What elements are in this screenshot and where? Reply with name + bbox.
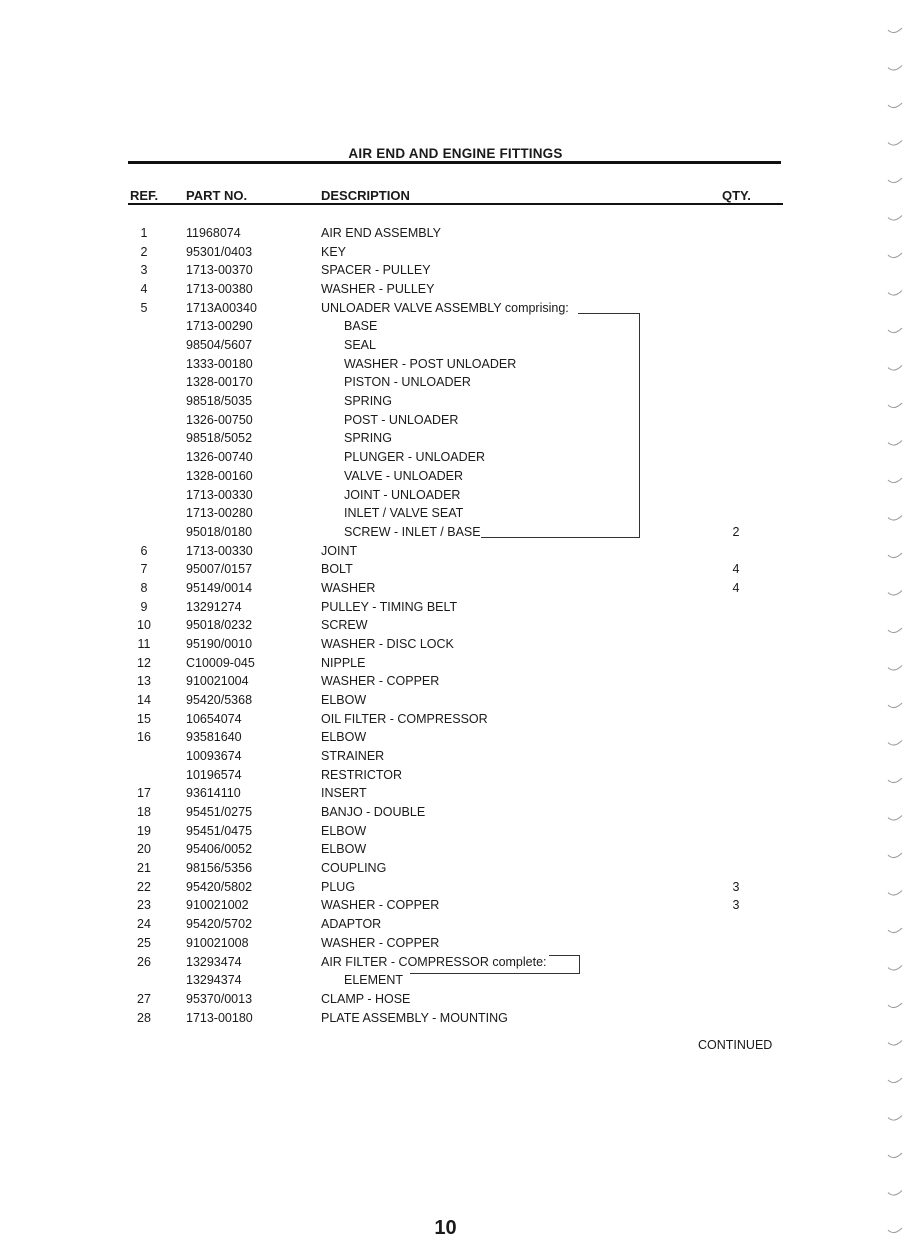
binding-hole-mark bbox=[888, 66, 902, 71]
binding-hole-mark bbox=[888, 778, 902, 783]
description-cell: BASE bbox=[344, 319, 378, 334]
binding-hole-mark bbox=[888, 291, 902, 296]
binding-hole-mark bbox=[888, 1078, 902, 1083]
part-number-cell: 95420/5702 bbox=[186, 917, 253, 932]
binding-hole-mark bbox=[888, 741, 902, 746]
table-row bbox=[0, 803, 909, 821]
part-number-cell: 1328-00160 bbox=[186, 468, 253, 483]
table-row bbox=[0, 747, 909, 765]
ref-cell: 11 bbox=[137, 636, 151, 651]
filter-bracket-side bbox=[579, 955, 580, 973]
binding-hole-mark bbox=[888, 28, 902, 33]
table-row bbox=[0, 467, 909, 485]
part-number-cell: 1713-00330 bbox=[186, 543, 253, 558]
binding-hole-mark bbox=[888, 141, 902, 146]
part-number-cell: 98156/5356 bbox=[186, 861, 253, 876]
table-row bbox=[0, 598, 909, 616]
assembly-bracket-side bbox=[639, 313, 640, 538]
description-cell: SEAL bbox=[344, 338, 376, 353]
table-row bbox=[0, 691, 909, 709]
part-number-cell: 11968074 bbox=[186, 226, 241, 240]
binding-hole-mark bbox=[888, 253, 902, 258]
description-cell: AIR FILTER - COMPRESSOR complete: bbox=[321, 954, 547, 969]
table-row bbox=[0, 784, 909, 802]
ref-cell: 19 bbox=[137, 823, 151, 838]
table-row bbox=[0, 373, 909, 391]
qty-cell: 2 bbox=[732, 524, 740, 539]
column-header-qty: QTY. bbox=[722, 188, 751, 203]
part-number-cell: 1713A00340 bbox=[186, 300, 257, 315]
part-number-cell: 10196574 bbox=[186, 767, 242, 782]
part-number-cell: 95406/0052 bbox=[186, 842, 253, 857]
table-row bbox=[0, 317, 909, 335]
table-row bbox=[0, 224, 909, 242]
table-row bbox=[0, 429, 909, 447]
table-row bbox=[0, 859, 909, 877]
part-number-cell: 95420/5802 bbox=[186, 879, 253, 894]
description-cell: UNLOADER VALVE ASSEMBLY comprising: bbox=[321, 300, 569, 315]
description-cell: SPRING bbox=[344, 431, 392, 446]
description-cell: ELEMENT bbox=[344, 973, 404, 988]
table-row bbox=[0, 710, 909, 728]
ref-cell: 23 bbox=[137, 898, 151, 913]
table-row bbox=[0, 672, 909, 690]
description-cell: WASHER - POST UNLOADER bbox=[344, 356, 517, 371]
description-cell: WASHER bbox=[321, 580, 376, 595]
description-cell: ADAPTOR bbox=[321, 917, 382, 932]
ref-cell: 28 bbox=[137, 1010, 151, 1025]
part-number-cell: 1713-00180 bbox=[186, 1010, 253, 1025]
binding-hole-mark bbox=[888, 1041, 902, 1046]
description-cell: PLUG bbox=[321, 879, 356, 894]
ref-cell: 9 bbox=[140, 599, 148, 614]
part-number-cell: 1713-00290 bbox=[186, 319, 253, 334]
description-cell: WASHER - COPPER bbox=[321, 898, 440, 913]
table-row bbox=[0, 616, 909, 634]
ref-cell: 24 bbox=[137, 917, 151, 932]
ref-cell: 27 bbox=[137, 991, 151, 1006]
ref-cell: 17 bbox=[137, 786, 151, 801]
part-number-cell: 98504/5607 bbox=[186, 338, 253, 353]
table-row bbox=[0, 261, 909, 279]
ref-cell: 15 bbox=[137, 711, 151, 726]
table-row bbox=[0, 542, 909, 560]
ref-cell: 18 bbox=[137, 805, 151, 820]
binding-hole-mark bbox=[888, 666, 902, 671]
table-row bbox=[0, 355, 909, 373]
table-row bbox=[0, 822, 909, 840]
description-cell: JOINT bbox=[321, 543, 358, 558]
ref-cell: 22 bbox=[137, 879, 151, 894]
part-number-cell: 1713-00330 bbox=[186, 487, 253, 502]
assembly-bracket-top bbox=[578, 313, 640, 314]
part-number-cell: 95190/0010 bbox=[186, 636, 253, 651]
description-cell: SCREW - INLET / BASE bbox=[344, 524, 481, 539]
part-number-cell: 910021004 bbox=[186, 674, 249, 689]
qty-cell: 3 bbox=[732, 898, 740, 913]
description-cell: BANJO - DOUBLE bbox=[321, 805, 426, 820]
description-cell: INLET / VALVE SEAT bbox=[344, 506, 464, 521]
table-row bbox=[0, 840, 909, 858]
binding-hole-mark bbox=[888, 853, 902, 858]
table-row bbox=[0, 336, 909, 354]
column-header-description: DESCRIPTION bbox=[321, 188, 410, 203]
table-row bbox=[0, 878, 909, 896]
binding-hole-mark bbox=[888, 628, 902, 633]
filter-bracket-top bbox=[549, 955, 580, 956]
part-number-cell: 98518/5052 bbox=[186, 431, 253, 446]
column-header-part-no: PART NO. bbox=[186, 188, 248, 203]
description-cell: PLUNGER - UNLOADER bbox=[344, 450, 485, 465]
part-number-cell: 13293474 bbox=[186, 954, 242, 969]
table-row bbox=[0, 411, 909, 429]
binding-hole-mark bbox=[888, 478, 902, 483]
page-title: AIR END AND ENGINE FITTINGS bbox=[348, 146, 563, 161]
description-cell: SPACER - PULLEY bbox=[321, 263, 431, 278]
part-number-cell: 1326-00740 bbox=[186, 450, 253, 465]
binding-hole-mark bbox=[888, 216, 902, 221]
part-number-cell: 13291274 bbox=[186, 599, 242, 614]
description-cell: OIL FILTER - COMPRESSOR bbox=[321, 711, 488, 726]
description-cell: ELBOW bbox=[321, 823, 367, 838]
binding-hole-mark bbox=[888, 1228, 902, 1233]
title-underline bbox=[128, 161, 781, 164]
description-cell: VALVE - UNLOADER bbox=[344, 468, 464, 483]
ref-cell: 20 bbox=[137, 842, 151, 857]
qty-cell: 4 bbox=[732, 580, 740, 595]
part-number-cell: 98518/5035 bbox=[186, 394, 253, 409]
table-row bbox=[0, 896, 909, 914]
binding-hole-mark bbox=[888, 516, 902, 521]
description-cell: JOINT - UNLOADER bbox=[344, 487, 461, 502]
part-number-cell: 1713-00370 bbox=[186, 263, 253, 278]
description-cell: STRAINER bbox=[321, 749, 385, 764]
table-row bbox=[0, 990, 909, 1008]
binding-hole-mark bbox=[888, 591, 902, 596]
binding-hole-mark bbox=[888, 441, 902, 446]
binding-hole-mark bbox=[888, 403, 902, 408]
binding-hole-mark bbox=[888, 103, 902, 108]
binding-hole-mark bbox=[888, 178, 902, 183]
qty-cell: 3 bbox=[732, 879, 740, 894]
ref-cell: 1 bbox=[140, 226, 148, 240]
description-cell: ELBOW bbox=[321, 693, 367, 707]
part-number-cell: 95301/0403 bbox=[186, 244, 253, 259]
ref-cell: 26 bbox=[137, 954, 151, 969]
binding-hole-mark bbox=[888, 1116, 902, 1121]
ref-cell: 6 bbox=[140, 543, 148, 558]
ref-cell: 8 bbox=[140, 580, 148, 595]
table-row bbox=[0, 1009, 909, 1027]
column-header-ref: REF. bbox=[130, 188, 159, 203]
description-cell: PULLEY - TIMING BELT bbox=[321, 599, 458, 614]
description-cell: PLATE ASSEMBLY - MOUNTING bbox=[321, 1010, 508, 1025]
part-number-cell: 910021008 bbox=[186, 935, 249, 950]
part-number-cell: 95451/0275 bbox=[186, 805, 253, 820]
part-number-cell: 1333-00180 bbox=[186, 356, 253, 371]
description-cell: ELBOW bbox=[321, 842, 367, 857]
binding-hole-mark bbox=[888, 1191, 902, 1196]
filter-bracket-bottom bbox=[410, 973, 580, 974]
ref-cell: 2 bbox=[140, 244, 148, 259]
part-number-cell: 1326-00750 bbox=[186, 412, 253, 427]
description-cell: WASHER - COPPER bbox=[321, 674, 440, 689]
ref-cell: 5 bbox=[140, 300, 148, 315]
table-row bbox=[0, 448, 909, 466]
binding-hole-marks bbox=[880, 0, 909, 1260]
binding-hole-mark bbox=[888, 1003, 902, 1008]
description-cell: RESTRICTOR bbox=[321, 767, 403, 782]
part-number-cell: 95420/5368 bbox=[186, 693, 253, 707]
description-cell: WASHER - DISC LOCK bbox=[321, 636, 454, 651]
part-number-cell: 10093674 bbox=[186, 749, 242, 764]
binding-hole-mark bbox=[888, 966, 902, 971]
table-row bbox=[0, 523, 909, 541]
table-row bbox=[0, 915, 909, 933]
description-cell: BOLT bbox=[321, 562, 353, 577]
table-row bbox=[0, 280, 909, 298]
description-cell: SPRING bbox=[344, 394, 392, 409]
binding-hole-mark bbox=[888, 366, 902, 371]
binding-hole-mark bbox=[888, 328, 902, 333]
table-row bbox=[0, 766, 909, 784]
ref-cell: 12 bbox=[137, 655, 151, 670]
table-row bbox=[0, 728, 909, 746]
binding-hole-mark bbox=[888, 816, 902, 821]
part-number-cell: 95007/0157 bbox=[186, 562, 253, 577]
table-row bbox=[0, 392, 909, 410]
description-cell: COUPLING bbox=[321, 861, 387, 876]
description-cell: SCREW bbox=[321, 618, 368, 633]
part-number-cell: 95018/0180 bbox=[186, 524, 253, 539]
binding-hole-mark bbox=[888, 1153, 902, 1158]
table-row bbox=[0, 299, 909, 317]
header-underline bbox=[128, 203, 783, 205]
description-cell: NIPPLE bbox=[321, 655, 366, 670]
part-number-cell: 95451/0475 bbox=[186, 823, 253, 838]
ref-cell: 25 bbox=[137, 935, 151, 950]
binding-hole-mark bbox=[888, 703, 902, 708]
part-number-cell: 93581640 bbox=[186, 730, 242, 745]
part-number-cell: 93614110 bbox=[186, 786, 241, 801]
description-cell: INSERT bbox=[321, 786, 367, 801]
description-cell: POST - UNLOADER bbox=[344, 412, 459, 427]
part-number-cell: 95370/0013 bbox=[186, 991, 253, 1006]
binding-hole-mark bbox=[888, 928, 902, 933]
table-row bbox=[0, 934, 909, 952]
part-number-cell: 13294374 bbox=[186, 973, 242, 988]
table-row bbox=[0, 504, 909, 522]
part-number-cell: 1713-00380 bbox=[186, 282, 253, 297]
part-number-cell: 10654074 bbox=[186, 711, 242, 726]
part-number-cell: 1328-00170 bbox=[186, 375, 253, 390]
description-cell: ELBOW bbox=[321, 730, 367, 745]
assembly-bracket-bottom bbox=[481, 537, 640, 538]
page-number: 10 bbox=[434, 1217, 457, 1239]
part-number-cell: 95149/0014 bbox=[186, 580, 253, 595]
table-row bbox=[0, 579, 909, 597]
ref-cell: 4 bbox=[140, 282, 148, 297]
part-number-cell: 95018/0232 bbox=[186, 618, 253, 633]
part-number-cell: 1713-00280 bbox=[186, 506, 253, 521]
ref-cell: 14 bbox=[137, 693, 151, 707]
ref-cell: 10 bbox=[137, 618, 151, 633]
table-row bbox=[0, 635, 909, 653]
ref-cell: 16 bbox=[137, 730, 151, 745]
description-cell: CLAMP - HOSE bbox=[321, 991, 411, 1006]
description-cell: AIR END ASSEMBLY bbox=[321, 226, 441, 240]
table-row bbox=[0, 486, 909, 504]
part-number-cell: C10009-045 bbox=[186, 655, 255, 670]
continued-note: CONTINUED bbox=[698, 1038, 773, 1052]
ref-cell: 21 bbox=[137, 861, 151, 876]
table-row bbox=[0, 953, 909, 971]
description-cell: WASHER - COPPER bbox=[321, 935, 440, 950]
description-cell: PISTON - UNLOADER bbox=[344, 375, 471, 390]
part-number-cell: 910021002 bbox=[186, 898, 249, 913]
table-row bbox=[0, 243, 909, 261]
description-cell: WASHER - PULLEY bbox=[321, 282, 435, 297]
table-row bbox=[0, 560, 909, 578]
ref-cell: 3 bbox=[140, 263, 148, 278]
binding-hole-mark bbox=[888, 553, 902, 558]
table-row bbox=[0, 654, 909, 672]
qty-cell: 4 bbox=[732, 562, 740, 577]
binding-hole-mark bbox=[888, 891, 902, 896]
ref-cell: 7 bbox=[140, 562, 148, 577]
ref-cell: 13 bbox=[137, 674, 151, 689]
description-cell: KEY bbox=[321, 244, 347, 259]
